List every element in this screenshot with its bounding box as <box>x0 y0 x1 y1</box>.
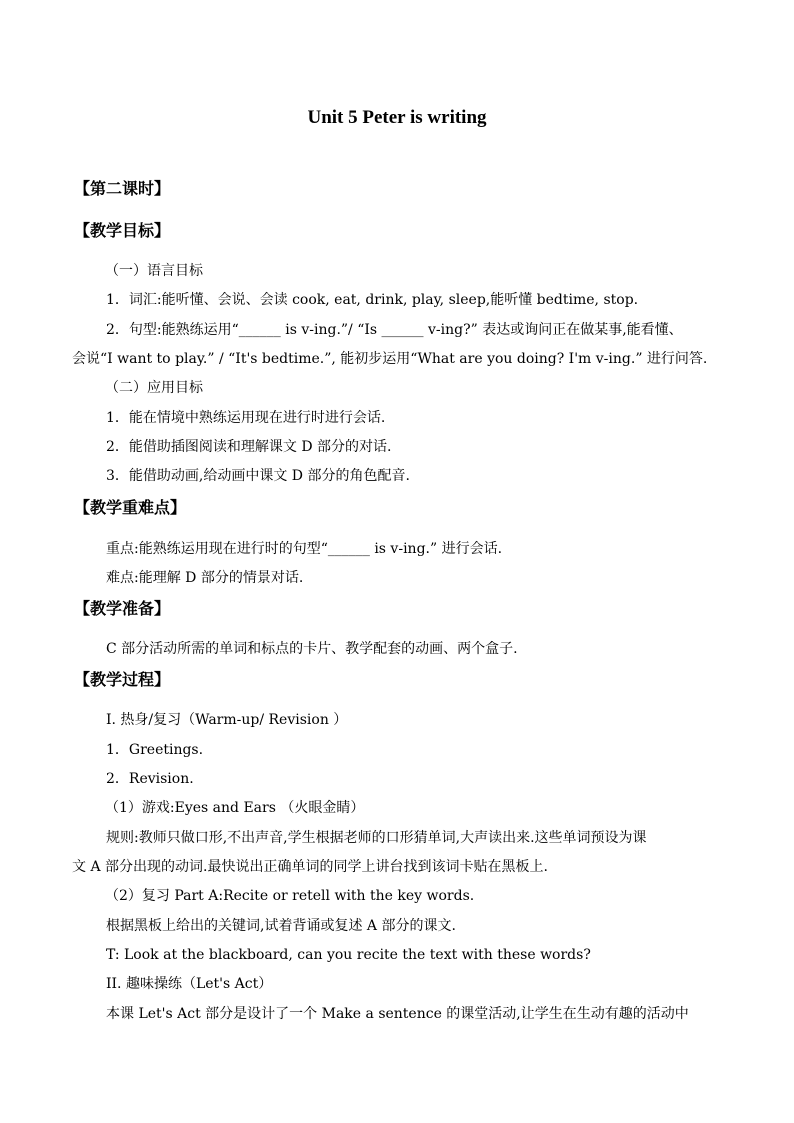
process-part1-title: I. 热身/复习（Warm-up/ Revision ） <box>106 712 348 728</box>
process-heading: 【教学过程】 <box>74 670 171 689</box>
application-item-1: 1．能在情境中熟练运用现在进行时进行会话. <box>106 410 386 426</box>
revision-line: 2．Revision. <box>106 771 194 787</box>
application-item-3: 3．能借助动画,给动画中课文 D 部分的角色配音. <box>106 468 410 484</box>
review-line: （2）复习 Part A:Recite or retell with the key words. <box>105 888 475 904</box>
focus-line: 重点:能熟练运用现在进行时的句型“______ is v-ing.” 进行会话. <box>106 541 503 557</box>
key-points-heading: 【教学重难点】 <box>74 498 187 517</box>
difficulty-line: 难点:能理解 D 部分的情景对话. <box>106 570 304 586</box>
application-item-2: 2．能借助插图阅读和理解课文 D 部分的对话. <box>106 439 392 455</box>
application-goal-label: （二）应用目标 <box>105 380 203 396</box>
sentence-line-2: 会说“I want to play.” / “It's bedtime.”, 能初步运用“What are you doing? I'm v-ing.” 进行问答. <box>72 351 708 367</box>
rule-line-2: 文 A 部分出现的动词.最快说出正确单词的同学上讲台找到该词卡贴在黑板上. <box>72 859 548 875</box>
document-title: Unit 5 Peter is writing <box>307 107 487 128</box>
teacher-line: T: Look at the blackboard, can you recite the text with these words? <box>106 947 591 963</box>
preparation-text: C 部分活动所需的单词和标点的卡片、教学配套的动画、两个盒子. <box>106 641 518 657</box>
process-part2-title: II. 趣味操练（Let's Act） <box>106 976 273 992</box>
lesson-heading: 【第二课时】 <box>74 179 171 198</box>
review-description: 根据黑板上给出的关键词,试着背诵或复述 A 部分的课文. <box>106 918 456 934</box>
preparation-heading: 【教学准备】 <box>74 599 171 618</box>
language-goal-label: （一）语言目标 <box>105 263 203 279</box>
greetings-line: 1．Greetings. <box>106 742 204 758</box>
objectives-heading: 【教学目标】 <box>74 221 171 240</box>
process-part2-description: 本课 Let's Act 部分是设计了一个 Make a sentence 的课堂活动,让学生在生动有趣的活动中 <box>106 1006 689 1022</box>
game-line: （1）游戏:Eyes and Ears （火眼金睛） <box>105 800 365 816</box>
sentence-line-1: 2．句型:能熟练运用“______ is v-ing.”/ “Is ______ v-ing?” 表达或询问正在做某事,能看懂、 <box>106 322 683 338</box>
rule-line-1: 规则:教师只做口形,不出声音,学生根据老师的口形猜单词,大声读出来.这些单词预设为课 <box>106 830 647 846</box>
vocab-line: 1．词汇:能听懂、会说、会读 cook, eat, drink, play, sleep,能听懂 bedtime, stop. <box>106 292 639 308</box>
